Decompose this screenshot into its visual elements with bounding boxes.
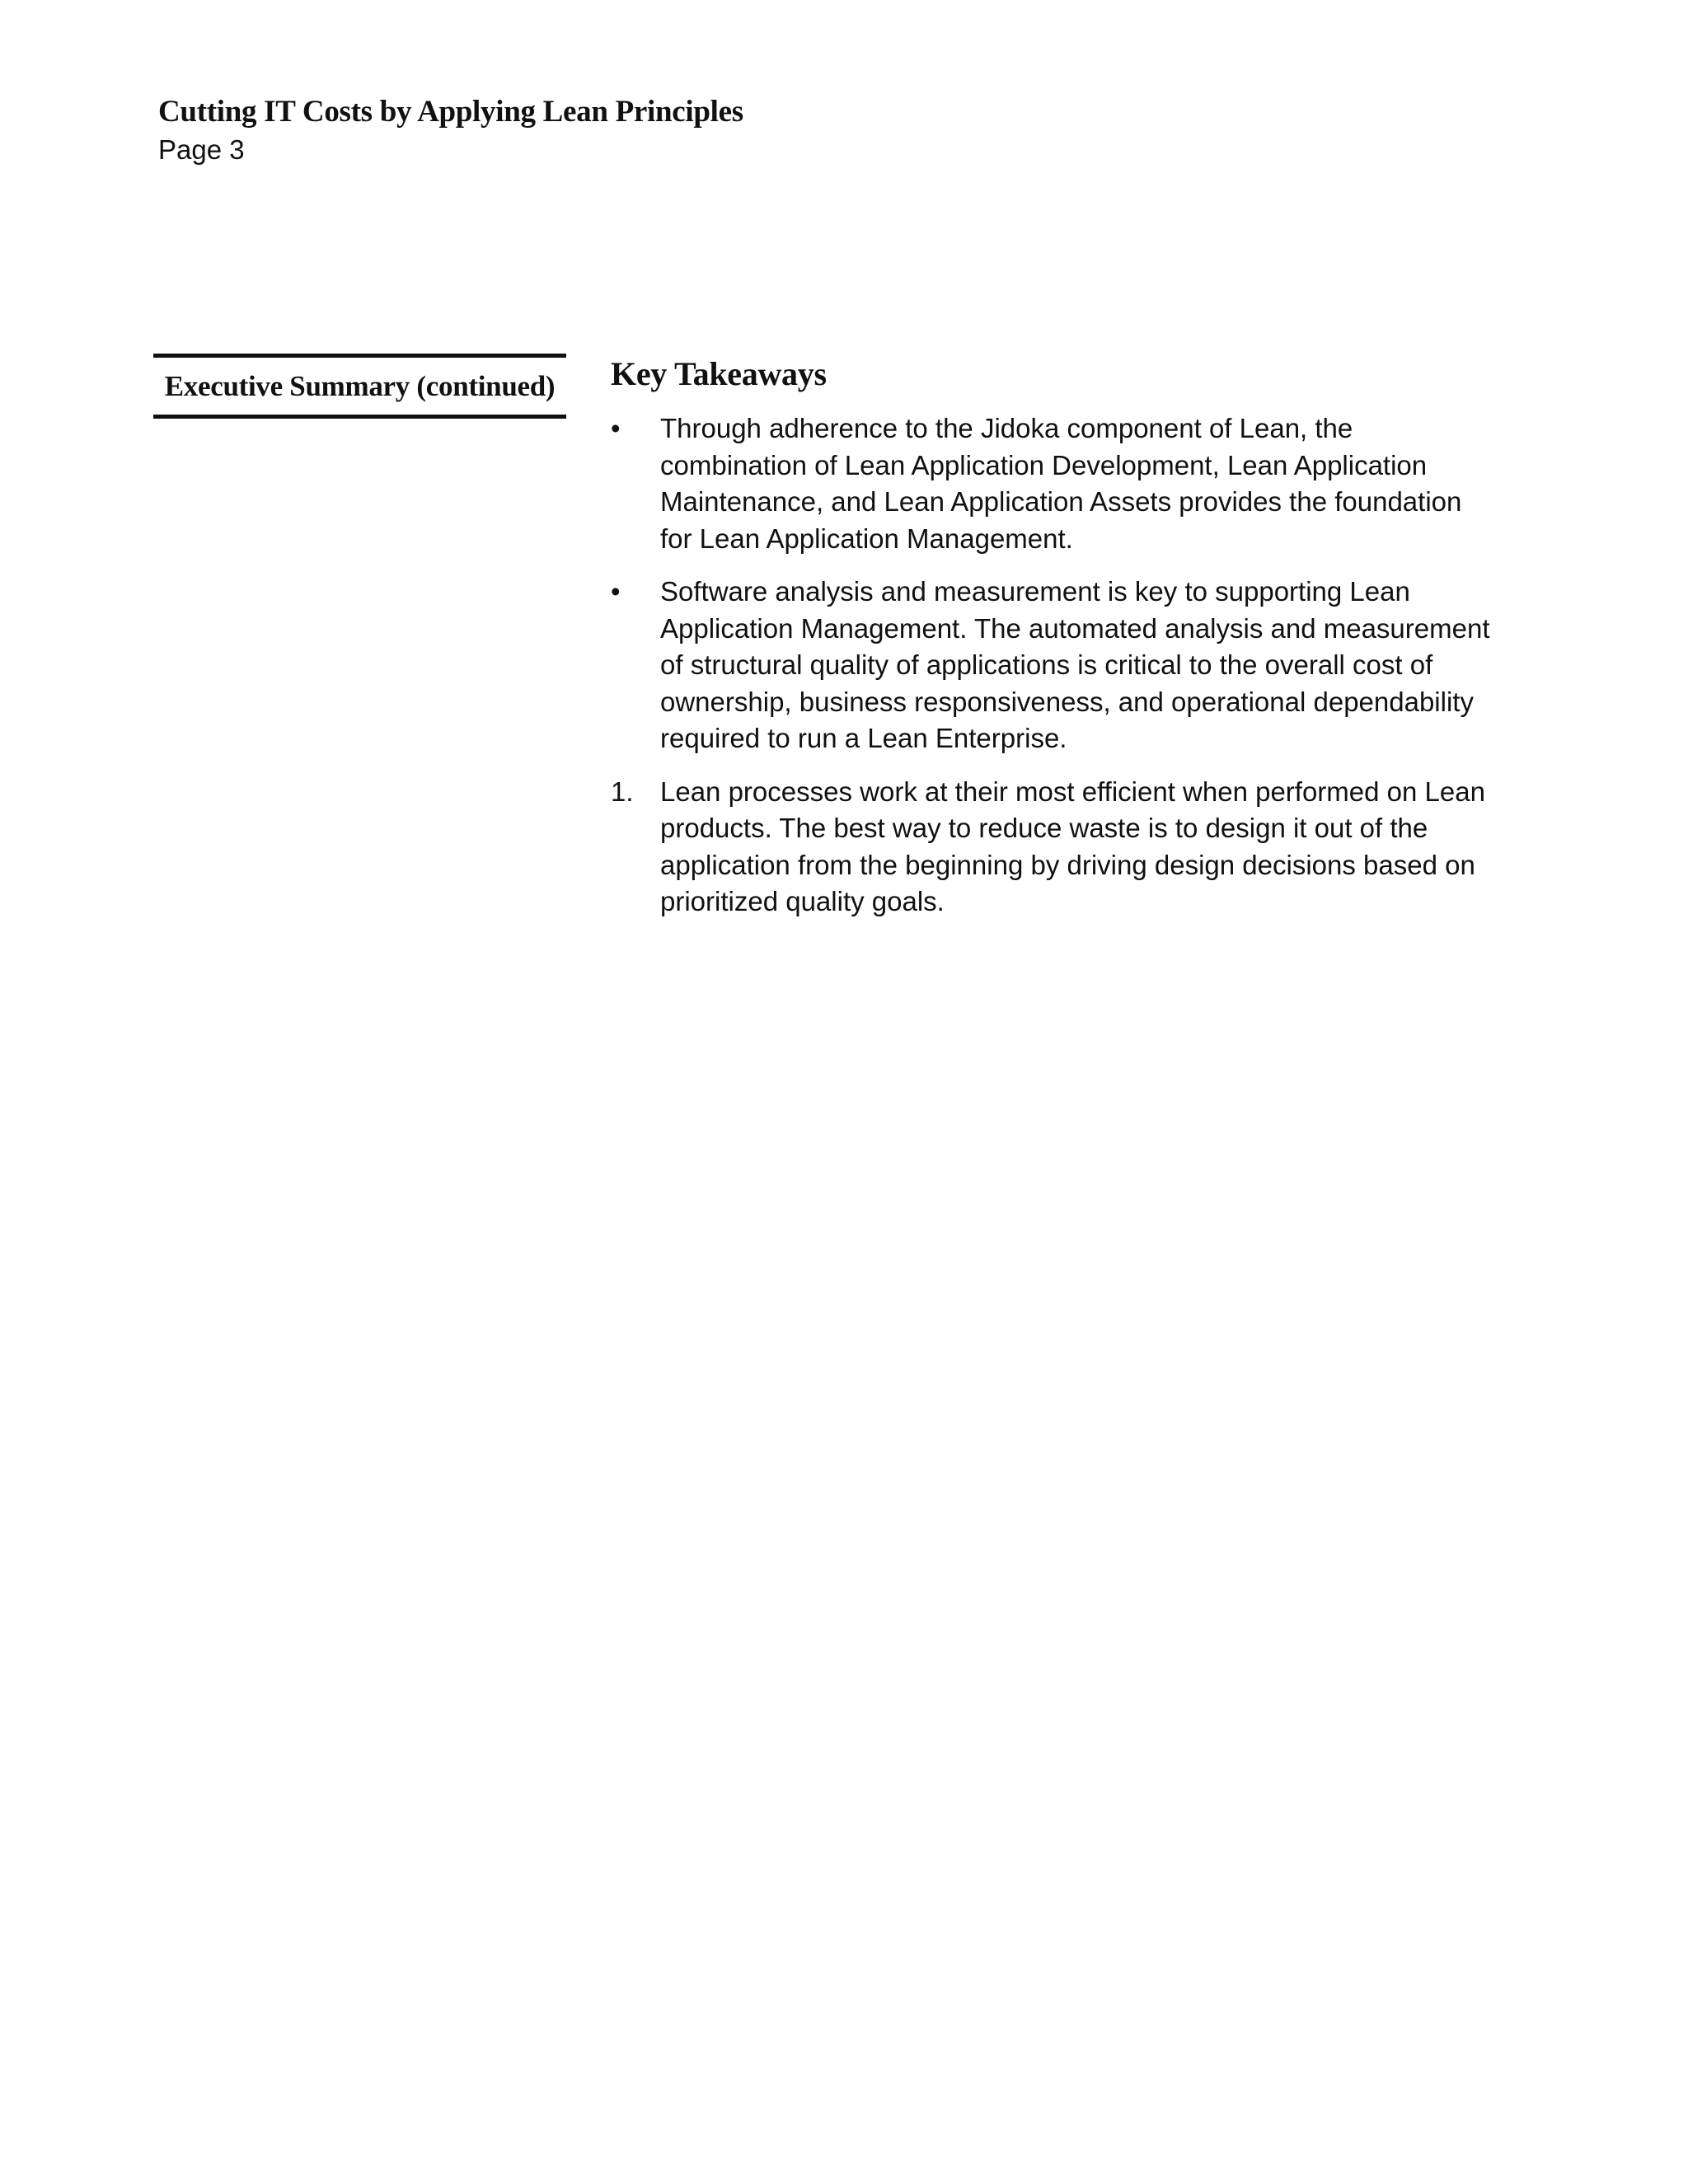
bullet-marker: • [611,413,621,443]
document-header [158,92,743,168]
document-title: Cutting IT Costs by Applying Lean Principles [158,95,743,129]
page-number: Page 3 [158,134,245,165]
list-item [611,574,1501,757]
number-marker: 1. [611,776,634,807]
list-item-text: Through adherence to the Jidoka component of Lean, the combination of Lean Application Development, Lean Application Maintenance, and Lean Application Assets provides the foundation for Lean Application Management. [660,413,1462,554]
bullet-marker: • [611,576,621,607]
key-takeaways-section [611,353,1501,937]
list-item-text: Lean processes work at their most efficient when performed on Lean products. The best way to reduce waste is to design it out of the application from the beginning by driving design decisions based on prioritized quality goals. [660,776,1485,916]
sidebar-section-title: Executive Summary (continued) [164,369,556,402]
sidebar-section-box [153,354,566,419]
takeaways-list [611,410,1501,921]
list-item-text: Software analysis and measurement is key to supporting Lean Application Management. The automated analysis and measurement of structural quality of applications is critical to the overall cost of ownership, business responsiveness, and operational dependability required to run a Lean Enterprise. [660,576,1490,753]
list-item [611,410,1501,557]
list-item [611,774,1501,921]
key-takeaways-heading: Key Takeaways [611,355,827,392]
